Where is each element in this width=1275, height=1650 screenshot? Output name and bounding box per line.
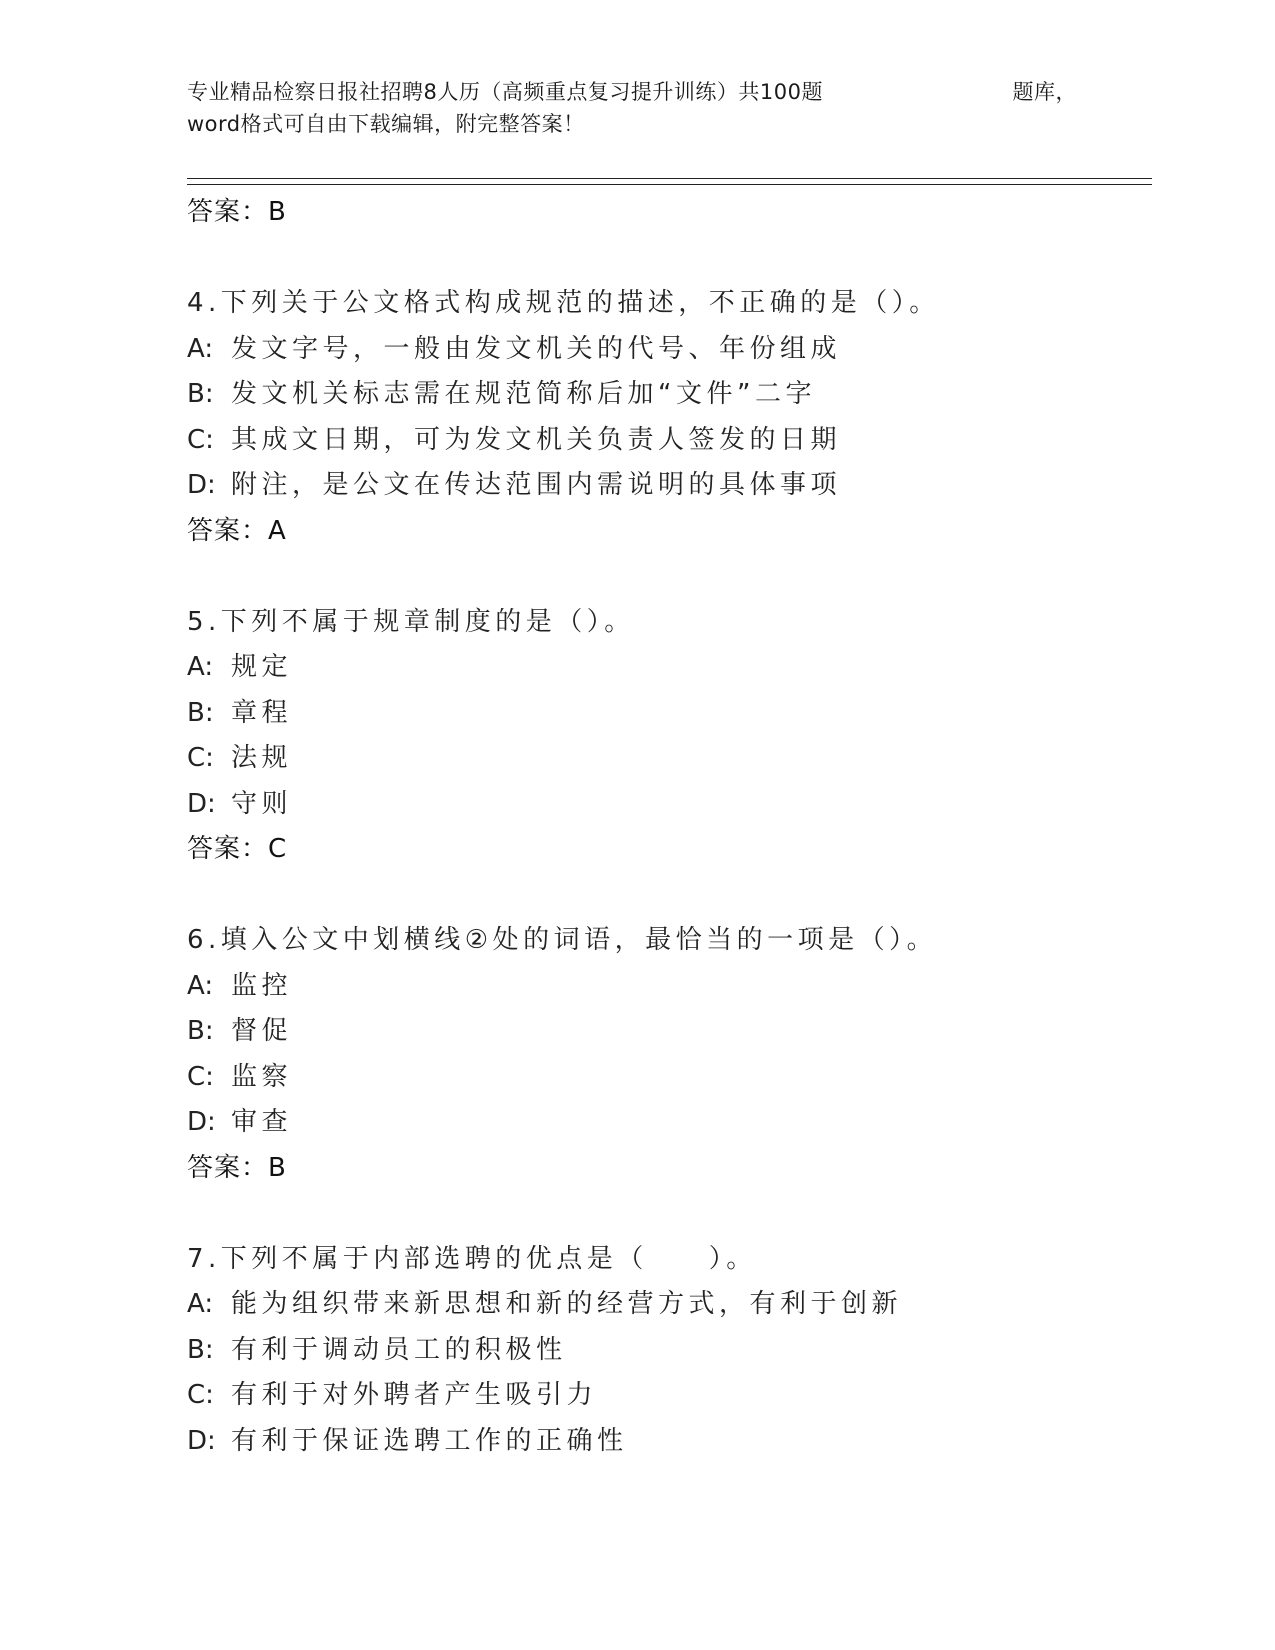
answer-line: 答案：A — [187, 515, 287, 546]
page-header — [187, 76, 1087, 140]
option-a — [187, 645, 1147, 691]
option-text: 能为组织带来新思想和新的经营方式，有利于创新 — [231, 1289, 903, 1319]
option-text: 其成文日期，可为发文机关负责人签发的日期 — [231, 424, 842, 455]
option-text: 守则 — [231, 788, 293, 819]
option-key: D: — [187, 1107, 216, 1137]
option-c — [187, 1373, 1147, 1419]
option-text: 发文字号，一般由发文机关的代号、年份组成 — [231, 333, 842, 364]
option-c — [187, 1055, 1147, 1101]
option-a — [187, 1282, 1147, 1328]
option-a — [187, 964, 1147, 1010]
header-title-row — [187, 76, 1077, 108]
option-key: C: — [187, 1061, 214, 1092]
header-divider — [187, 178, 1152, 185]
question-stem: 4.下列关于公文格式构成规范的描述，不正确的是（）。 — [187, 288, 940, 318]
option-key: B: — [187, 1016, 214, 1046]
option-key: C: — [187, 1380, 214, 1410]
option-key: B: — [187, 1334, 214, 1365]
option-text: 法规 — [231, 743, 293, 773]
option-text: 审查 — [231, 1107, 293, 1137]
option-text: 章程 — [231, 697, 293, 728]
option-text: 附注，是公文在传达范围内需说明的具体事项 — [231, 470, 842, 500]
question-stem: 7.下列不属于内部选聘的优点是（ ）。 — [187, 1243, 757, 1274]
option-key: B: — [187, 697, 214, 728]
answer-line: 答案：B — [187, 197, 287, 227]
option-d — [187, 782, 1147, 828]
option-b — [187, 1009, 1147, 1055]
option-text: 监察 — [231, 1061, 293, 1092]
header-title-suffix: 题库， — [1012, 80, 1077, 104]
option-a — [187, 327, 1147, 373]
option-d — [187, 1419, 1147, 1465]
answer-line: 答案：B — [187, 1152, 287, 1183]
option-text: 规定 — [231, 652, 293, 682]
option-key: A: — [187, 333, 214, 364]
option-d — [187, 1100, 1147, 1146]
option-b — [187, 691, 1147, 737]
question-block — [187, 281, 1147, 553]
option-key: C: — [187, 743, 214, 773]
option-c — [187, 736, 1147, 782]
question-stem: 6.填入公文中划横线②处的词语，最恰当的一项是（）。 — [187, 925, 938, 955]
option-key: D: — [187, 788, 216, 819]
answer-line: 答案：C — [187, 834, 288, 864]
header-title: 专业精品检察日报社招聘8人历（高频重点复习提升训练）共100题 — [187, 80, 823, 104]
option-key: A: — [187, 970, 214, 1001]
question-list — [187, 190, 1147, 1464]
option-text: 有利于对外聘者产生吸引力 — [231, 1380, 598, 1410]
header-subtitle: word格式可自由下载编辑，附完整答案！ — [187, 112, 585, 136]
option-key: A: — [187, 652, 214, 682]
option-text: 督促 — [231, 1016, 293, 1046]
question-block — [187, 1237, 1147, 1465]
question-block — [187, 600, 1147, 872]
option-key: C: — [187, 424, 214, 455]
option-key: B: — [187, 379, 214, 409]
option-text: 监控 — [231, 970, 293, 1001]
option-text: 发文机关标志需在规范简称后加“文件”二字 — [231, 379, 816, 409]
question-block — [187, 918, 1147, 1190]
option-text: 有利于调动员工的积极性 — [231, 1334, 567, 1365]
option-b — [187, 372, 1147, 418]
question-stem: 5.下列不属于规章制度的是（）。 — [187, 606, 635, 637]
option-key: D: — [187, 1425, 216, 1456]
option-key: D: — [187, 470, 216, 500]
option-key: A: — [187, 1289, 214, 1319]
option-text: 有利于保证选聘工作的正确性 — [231, 1425, 628, 1456]
option-b — [187, 1328, 1147, 1374]
option-c — [187, 418, 1147, 464]
option-d — [187, 463, 1147, 509]
